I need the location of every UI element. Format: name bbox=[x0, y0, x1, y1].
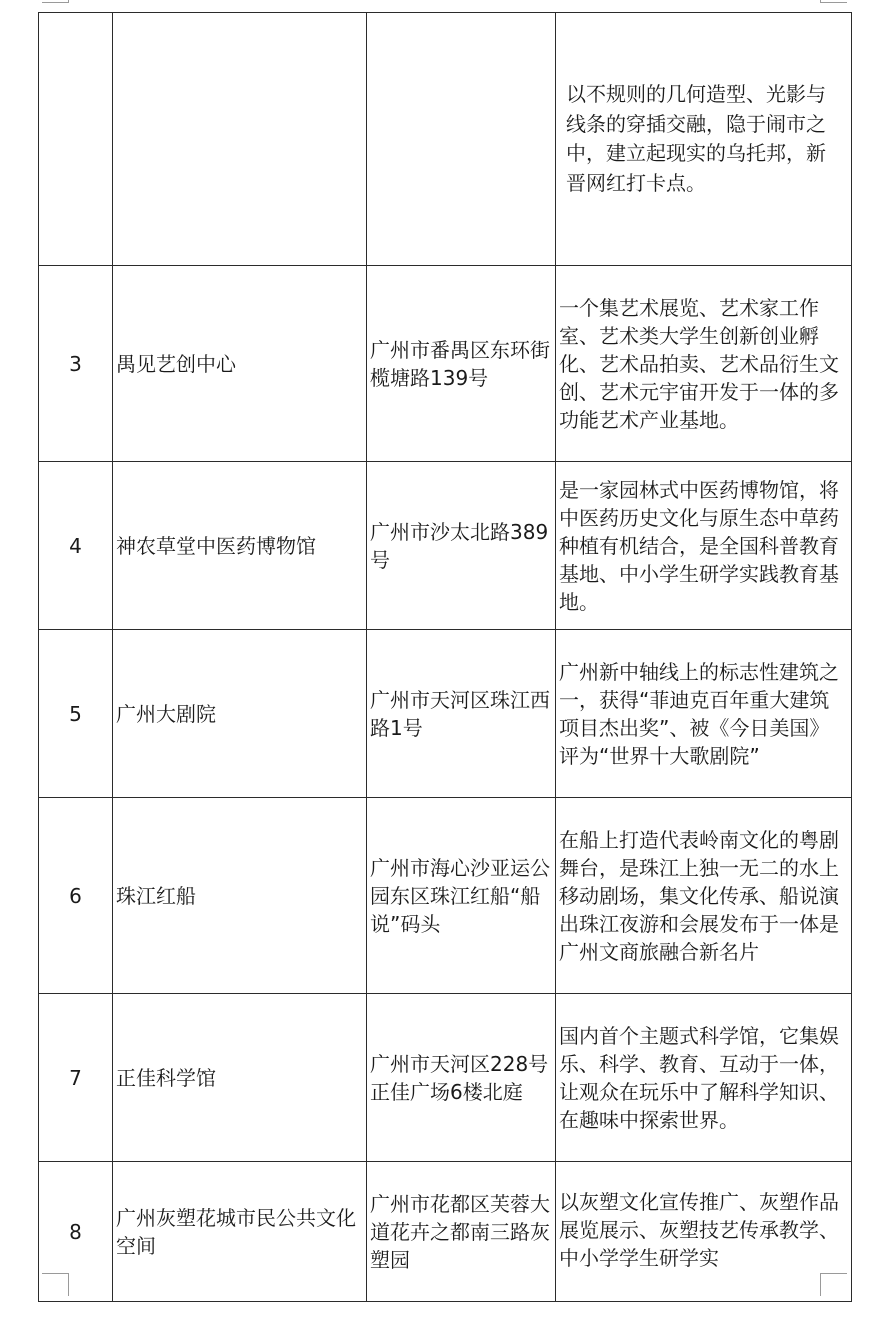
venue-table bbox=[38, 12, 852, 1302]
venue-description: 在船上打造代表岭南文化的粤剧舞台，是珠江上独一无二的水上移动剧场，集文化传承、船说演出珠江夜游和会展发布于一体是广州文商旅融合新名片 bbox=[556, 798, 852, 994]
table-row bbox=[39, 1162, 852, 1302]
venue-address: 广州市沙太北路389号 bbox=[367, 462, 556, 630]
venue-description: 以不规则的几何造型、光影与线条的穿插交融，隐于闹市之中，建立起现实的乌托邦，新晋网红打卡点。 bbox=[556, 13, 852, 266]
table-row bbox=[39, 462, 852, 630]
crop-mark-top-right bbox=[820, 0, 847, 3]
venue-description: 一个集艺术展览、艺术家工作室、艺术类大学生创新创业孵化、艺术品拍卖、艺术品衍生文创、艺术元宇宙开发于一体的多功能艺术产业基地。 bbox=[556, 266, 852, 462]
venue-address: 广州市番禺区东环街榄塘路139号 bbox=[367, 266, 556, 462]
row-number: 7 bbox=[39, 994, 113, 1162]
venue-description: 以灰塑文化宣传推广、灰塑作品展览展示、灰塑技艺传承教学、中小学学生研学实 bbox=[556, 1162, 852, 1302]
table-row bbox=[39, 994, 852, 1162]
row-number: 6 bbox=[39, 798, 113, 994]
row-number: 8 bbox=[39, 1162, 113, 1302]
venue-address: 广州市海心沙亚运公园东区珠江红船“船说”码头 bbox=[367, 798, 556, 994]
row-number: 4 bbox=[39, 462, 113, 630]
venue-name: 广州灰塑花城市民公共文化空间 bbox=[113, 1162, 367, 1302]
venue-address: 广州市天河区228号正佳广场6楼北庭 bbox=[367, 994, 556, 1162]
venue-description: 国内首个主题式科学馆，它集娱乐、科学、教育、互动于一体，让观众在玩乐中了解科学知识、在趣味中探索世界。 bbox=[556, 994, 852, 1162]
venue-address: 广州市天河区珠江西路1号 bbox=[367, 630, 556, 798]
table-row bbox=[39, 266, 852, 462]
venue-address bbox=[367, 13, 556, 266]
venue-name: 禺见艺创中心 bbox=[113, 266, 367, 462]
venue-name: 神农草堂中医药博物馆 bbox=[113, 462, 367, 630]
venue-name: 广州大剧院 bbox=[113, 630, 367, 798]
venue-description: 广州新中轴线上的标志性建筑之一，获得“菲迪克百年重大建筑项目杰出奖”、被《今日美国》评为“世界十大歌剧院” bbox=[556, 630, 852, 798]
row-number: 3 bbox=[39, 266, 113, 462]
venue-name: 珠江红船 bbox=[113, 798, 367, 994]
table-row bbox=[39, 798, 852, 994]
venue-address: 广州市花都区芙蓉大道花卉之都南三路灰塑园 bbox=[367, 1162, 556, 1302]
table-row bbox=[39, 630, 852, 798]
row-number: 5 bbox=[39, 630, 113, 798]
table-row bbox=[39, 13, 852, 266]
venue-name bbox=[113, 13, 367, 266]
row-number bbox=[39, 13, 113, 266]
crop-mark-top-left bbox=[42, 0, 69, 3]
venue-description: 是一家园林式中医药博物馆，将中医药历史文化与原生态中草药种植有机结合，是全国科普教育基地、中小学生研学实践教育基地。 bbox=[556, 462, 852, 630]
venue-name: 正佳科学馆 bbox=[113, 994, 367, 1162]
